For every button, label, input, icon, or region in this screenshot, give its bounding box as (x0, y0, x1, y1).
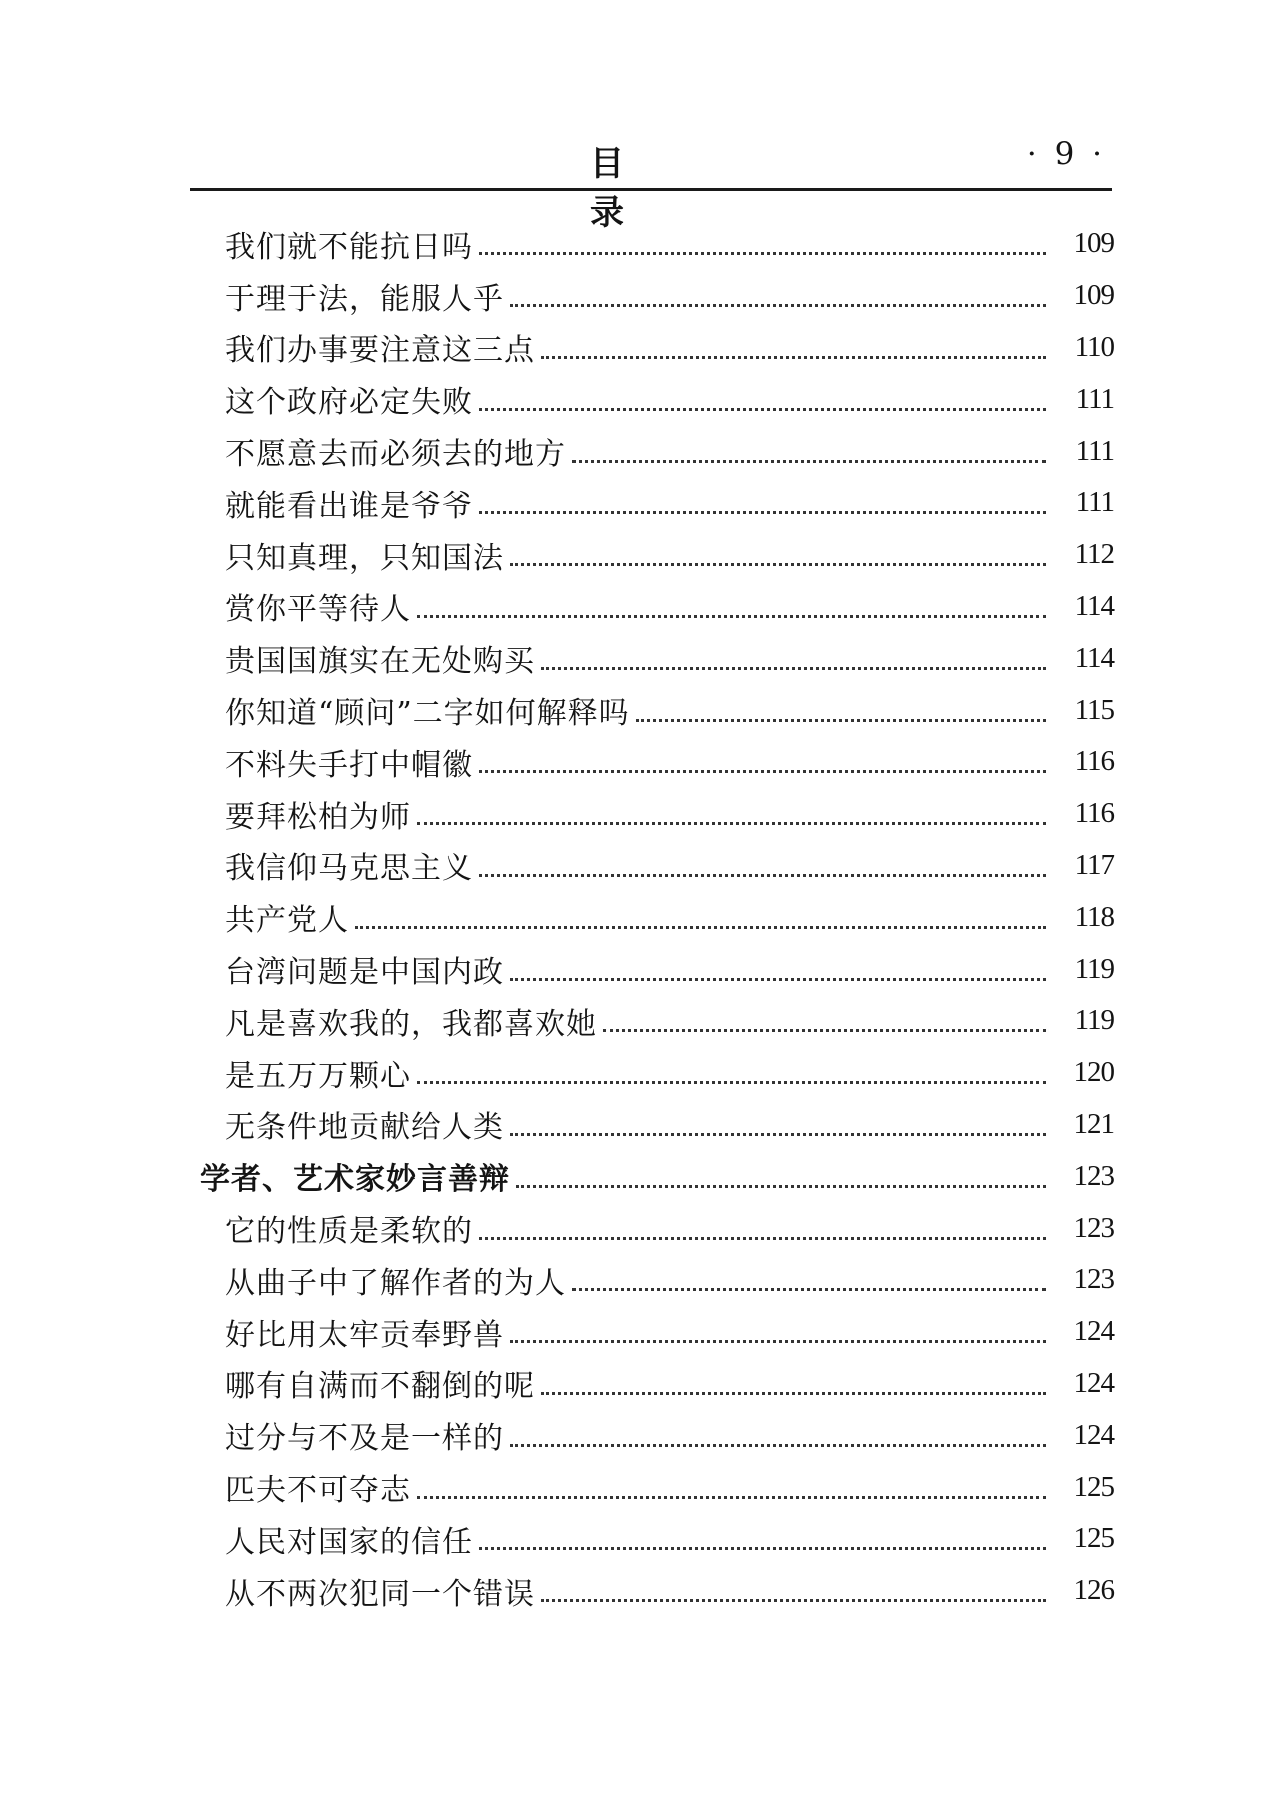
toc-entry-page-number: 124 (1073, 1315, 1114, 1348)
dot-leader (516, 1179, 1046, 1188)
toc-entry-page-number: 125 (1073, 1470, 1114, 1503)
toc-entry-title: 我们办事要注意这三点 (225, 333, 535, 369)
dot-leader (572, 1282, 1046, 1291)
toc-entry-page-number: 120 (1073, 1056, 1114, 1089)
toc-entry-title: 就能看出谁是爷爷 (225, 488, 473, 524)
dot-leader (417, 1075, 1046, 1084)
dot-leader (541, 661, 1046, 670)
toc-entry (0, 581, 1272, 633)
toc-entry-page-number: 123 (1073, 1211, 1114, 1244)
toc-entry-title: 无条件地贡献给人类 (225, 1110, 504, 1146)
toc-entry (0, 425, 1272, 477)
dot-leader (479, 402, 1046, 411)
toc-entry-page-number: 109 (1073, 227, 1114, 260)
toc-entry (0, 1565, 1272, 1617)
toc-entry-title: 你知道“顾问”二字如何解释吗 (225, 696, 630, 732)
toc-entry (0, 840, 1272, 892)
toc-entry-page-number: 119 (1074, 952, 1114, 985)
toc-entry (0, 995, 1272, 1047)
toc-entry-title: 共产党人 (225, 903, 349, 939)
dot-leader (479, 1231, 1046, 1240)
dot-leader (510, 972, 1046, 981)
toc-entry-page-number: 114 (1074, 589, 1114, 622)
toc-entry (0, 788, 1272, 840)
toc-entry-page-number: 111 (1075, 486, 1114, 519)
toc-entry-page-number: 123 (1073, 1263, 1114, 1296)
dot-leader (541, 1386, 1046, 1395)
toc-entry (0, 529, 1272, 581)
toc-entry-page-number: 111 (1075, 382, 1114, 415)
toc-entry-title: 过分与不及是一样的 (225, 1421, 504, 1457)
toc-entry (0, 1513, 1272, 1565)
toc-entry-page-number: 110 (1074, 330, 1114, 363)
toc-entry-title: 人民对国家的信任 (225, 1524, 473, 1560)
dot-leader (479, 764, 1046, 773)
toc-entry-page-number: 119 (1074, 1004, 1114, 1037)
toc-entry-page-number: 117 (1074, 848, 1114, 881)
dot-leader (510, 1127, 1046, 1136)
running-head (190, 132, 1112, 233)
dot-leader (479, 505, 1046, 514)
toc-entry-title: 赏你平等待人 (225, 592, 411, 628)
toc-entry (0, 943, 1272, 995)
toc-entry (0, 1409, 1272, 1461)
toc-entry (0, 891, 1272, 943)
toc-entry (0, 632, 1272, 684)
page-title: 目 录 (590, 144, 662, 233)
toc-entry-title: 匹夫不可夺志 (225, 1473, 411, 1509)
page-number: · 9 · (1026, 136, 1106, 172)
dot-leader (636, 713, 1046, 722)
dot-leader (510, 1334, 1046, 1343)
toc-entry-page-number: 124 (1073, 1366, 1114, 1399)
toc-entry (0, 1099, 1272, 1151)
toc-entry (0, 373, 1272, 425)
dot-leader (510, 1438, 1046, 1447)
toc-entry-title: 从不两次犯同一个错误 (225, 1576, 535, 1612)
toc-entry-title: 只知真理，只知国法 (225, 540, 504, 576)
toc-entry-page-number: 116 (1074, 797, 1114, 830)
toc-entry-page-number: 126 (1073, 1574, 1114, 1607)
toc-entry-title: 于理于法，能服人乎 (225, 281, 504, 317)
toc-entry-page-number: 118 (1074, 900, 1114, 933)
dot-leader (479, 246, 1046, 255)
dot-leader (417, 816, 1046, 825)
toc-entry-title: 我信仰马克思主义 (225, 851, 473, 887)
dot-leader (479, 868, 1046, 877)
dot-leader (510, 298, 1046, 307)
toc-entry-page-number: 124 (1073, 1418, 1114, 1451)
toc-entry-title: 这个政府必定失败 (225, 385, 473, 421)
toc-section-heading (0, 1150, 1272, 1202)
toc-entry-page-number: 121 (1073, 1107, 1114, 1140)
toc-entry-title: 从曲子中了解作者的为人 (225, 1265, 566, 1301)
toc-entry-title: 贵国国旗实在无处购买 (225, 644, 535, 680)
toc-entry-page-number: 123 (1073, 1159, 1114, 1192)
toc-entry (0, 1358, 1272, 1410)
toc-entry-title: 它的性质是柔软的 (225, 1214, 473, 1250)
toc-entry (0, 684, 1272, 736)
header-rule (190, 188, 1112, 191)
toc-entry-page-number: 111 (1075, 434, 1114, 467)
toc-entry-title: 哪有自满而不翻倒的呢 (225, 1369, 535, 1405)
dot-leader (541, 350, 1046, 359)
toc-entry (0, 736, 1272, 788)
toc-entry (0, 1047, 1272, 1099)
toc-entry-title: 要拜松柏为师 (225, 799, 411, 835)
toc-entry-page-number: 125 (1073, 1522, 1114, 1555)
toc-entry-title: 学者、艺术家妙言善辩 (200, 1162, 510, 1198)
toc-entry (0, 1461, 1272, 1513)
toc-entry-page-number: 116 (1074, 745, 1114, 778)
toc-entry-page-number: 115 (1074, 693, 1114, 726)
toc-entry (0, 322, 1272, 374)
dot-leader (417, 609, 1046, 618)
toc-entry-title: 是五万万颗心 (225, 1058, 411, 1094)
toc-entry-title: 不愿意去而必须去的地方 (225, 437, 566, 473)
dot-leader (417, 1490, 1046, 1499)
dot-leader (510, 557, 1046, 566)
toc-entry-title: 台湾问题是中国内政 (225, 955, 504, 991)
toc-entry-title: 好比用太牢贡奉野兽 (225, 1317, 504, 1353)
dot-leader (541, 1593, 1046, 1602)
toc-entry (0, 1202, 1272, 1254)
toc-entry (0, 1254, 1272, 1306)
toc-entry-title: 不料失手打中帽徽 (225, 747, 473, 783)
toc-entry-title: 我们就不能抗日吗 (225, 229, 473, 265)
dot-leader (355, 920, 1046, 929)
toc-entry-page-number: 112 (1074, 538, 1114, 571)
dot-leader (479, 1541, 1046, 1550)
toc-entry-title: 凡是喜欢我的，我都喜欢她 (225, 1006, 597, 1042)
toc-entry-page-number: 109 (1073, 279, 1114, 312)
toc-entry (0, 477, 1272, 529)
dot-leader (572, 454, 1046, 463)
toc-entry (0, 270, 1272, 322)
dot-leader (603, 1023, 1046, 1032)
toc-entry-page-number: 114 (1074, 641, 1114, 674)
table-of-contents (0, 218, 1272, 1617)
toc-entry (0, 1306, 1272, 1358)
toc-entry (0, 218, 1272, 270)
